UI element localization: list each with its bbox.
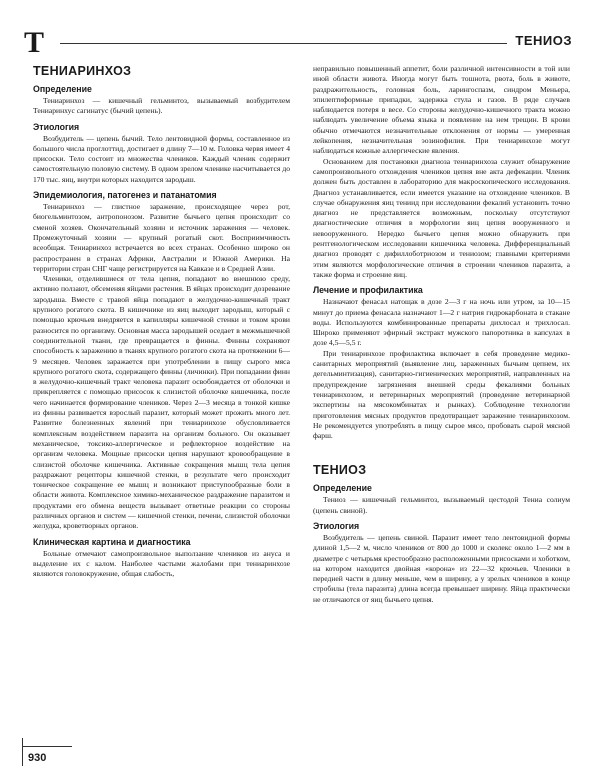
paragraph: Больные отмечают самопроизвольное выползание члеников из ануса и выделение их с калом. Наиболее частыми жалобами при тениаринхозе являются головокружение, общая слабость, (33, 548, 290, 579)
paragraph: Членики, отделившиеся от тела цепня, попадают во внешнюю среду, активно ползают, обсеменяя яйцами растения. В яйцах происходит дозревание зародыша. Вместе с травой яйца попадают в желудочно-кишечный тракт крупного рогатого скота. В кишечнике из яиц выходит зародыш, который с помощью крючьев внедряется в капилляры кишечной стенки и током крови разносится по организму. Основная масса зародышей оседает в межмышечной соединительной ткани, где превращается в финны. Финны сохраняют способность к заражению в тканях крупного рогатого скота на протяжении 6—9 месяцев. Человек заражается при употреблении в пищу сырого мяса крупного рогатого скота, содержащего финны (личинки). При попадании финн в желудочно-кишечный тракт человека паразит освобождается от оболочки и прикрепляется с помощью присосок к слизистой оболочке кишечника, после чего начинается формирование члеников. Через 2—3 месяца в тонкой кишке из финны развивается взрослый паразит, который может прожить много лет. Развитие болезненных явлений при тениаринхозе обусловливается комплексным воздействием паразита на организм больного. Он оказывает механическое, токсико-аллергическое и рефлекторное воздействие на организм человека. Мощные присоски цепня нарушают кровообращение в слизистой оболочке кишечника. Активные сокращения мышц тела цепня раздражают рецепторы кишечной стенки, в результате чего происходит тоническое сокращение ее мышц и возникают приступообразные боли в области живота. Комплексное химико-механическое раздражение паразитом и продуктами его обмена веществ вызывает ответные реакции со стороны различных органов и систем — кишечной стенки, печени, слизистой оболочки желудка, кроветворных органов. (33, 274, 290, 531)
left-column (33, 64, 290, 579)
paragraph: Тениаринхоз — кишечный гельминтоз, вызываемый возбудителем Тениаринхус сагинатус (бычий цепень). (33, 96, 290, 116)
page-number: 930 (28, 752, 47, 764)
article-title-tenioz: ТЕНИОЗ (313, 463, 367, 478)
header-rule (60, 43, 572, 44)
paragraph: Тениоз — кишечный гельминтоз, вызываемый цестодой Тениа солиум (цепень свиной). (313, 495, 570, 515)
paragraph: неправильно повышенный аппетит, боли различной интенсивности в той или иной области живота. Иногда могут быть тошнота, рвота, боль в животе, раздражительность, головная боль, ларингоспазм, синдром Меньера, эпилептиформные припадки, задержка стула и газов. В ряде случаев наблюдается потеря в весе. Со стороны желудочно-кишечного тракта можно наблюдать увеличение объема языка и появление на нем трещин. В крови обычно отмечаются незначительные отклонения от нормы — умеренная лейкопения, незначительная эозинофилия. При тениаринхозе могут наблюдаться кожные аллергические явления. (313, 64, 570, 156)
paragraph: Основанием для постановки диагноза тениаринхоза служит обнаружение самопроизвольного отхождения члеников цепня вне акта дефекации. Членик должен быть доставлен в лабораторию для макроскопического исследования. Диагноз устанавливается, если имеется указание на отхождение члеников. В случае обнаружения яиц тениид при исследовании фекалий установить точно диагноз не представляется возможным, поскольку отсутствуют диагностические отличия в морфологии яиц цепня вооруженного и невооруженного. Нередко бычьего цепня можно обнаружить при рентгенологическом исследовании кишечника человека. Дифференциальный диагноз проводят с дифиллоботриозом и тениозом; главными критериями этим являются морфологические отличия в строении члеников паразита, а также форма и строение яиц. (313, 156, 570, 279)
paragraph: При тениаринхозе профилактика включает в себя проведение медико-санитарных мероприятий (выявление лиц, зараженных бычьим цепнем, их дегельминтизация), санитарно-гигиенических мероприятий, направленных на предупреждение загрязнения внешней среды фекалиями больных тениаринхозом, и ветеринарных мероприятий (проведение ветеринарной экспертизы на мясокомбинатах и рынках). Соблюдение технологии приготовления мясных продуктов предотвращает заражение тениаринхозом. Не рекомендуется употреблять в пищу сырое мясо, пробовать сырой мясной фарш. (313, 348, 570, 441)
heading-treatment: Лечение и профилактика (313, 285, 423, 296)
paragraph: Возбудитель — цепень свиной. Паразит имеет тело лентовидной формы длиной 1,5—2 м, число члеников от 800 до 1000 и сколекс около 1—2 мм в диаметре с четырьмя крестообразно расположенными присосками и хоботком, на котором находится двойная «корона» из 22—32 крючьев. Членики в передней части в длину меньше, чем в ширину, а у зрелых члеников в конце стробилы (тела паразита) длина всегда превышает ширину. Яйца практически не отличаются от яиц бычьего цепня. (313, 532, 570, 604)
heading-etiology-2: Этиология (313, 520, 360, 531)
paragraph: Возбудитель — цепень бычий. Тело лентовидной формы, составленное из большого числа проглоттид, достигает в длину 7—10 м. Головка червя имеет 4 присоски. Тело состоит из множества члеников. Каждый членик содержит самостоятельную половую систему. В одном зрелом членике насчитывается до 170 тыс. яиц, внутри которых находится зародыш. (33, 133, 290, 184)
running-header-title: ТЕНИОЗ (507, 33, 572, 48)
right-column (313, 64, 570, 605)
article-title-teniarinhoz: ТЕНИАРИНХОЗ (33, 64, 132, 78)
section-letter: Т (24, 26, 45, 59)
paragraph: Назначают фенасал натощак в дозе 2—3 г на ночь или утром, за 10—15 минут до приема фенасала назначают 1—2 г натрия гидрокарбоната в стакане воды. Используются комбинированные препараты дихлосал и трихлосал. Широко применяют эфирный экстракт мужского папоротника в капсулах в дозе 4,5—5,5 г. (313, 297, 570, 348)
heading-etiology: Этиология (33, 121, 80, 132)
heading-definition: Определение (33, 84, 92, 94)
heading-epidemiology: Эпидемиология, патогенез и патанатомия (33, 190, 217, 201)
heading-definition-2: Определение (313, 483, 372, 494)
heading-clinical: Клиническая картина и диагностика (33, 536, 191, 547)
paragraph: Тениаринхоз — глистное заражение, происходящее через рот, биогельминтозом, антропонозом. Развитие бычьего цепня происходит со сменой хозяев. Окончательный хозяин и источник заражения — человек. Промежуточный хозяин — крупный рогатый скот. Восприимчивость всеобщая. Тениаринхоз встречается во всех странах. Особенно широко он распространен в странах Африки, Австралии и Южной Америки. На территории стран СНГ чаще регистрируется на Кавказе и в Средней Азии. (33, 202, 290, 273)
